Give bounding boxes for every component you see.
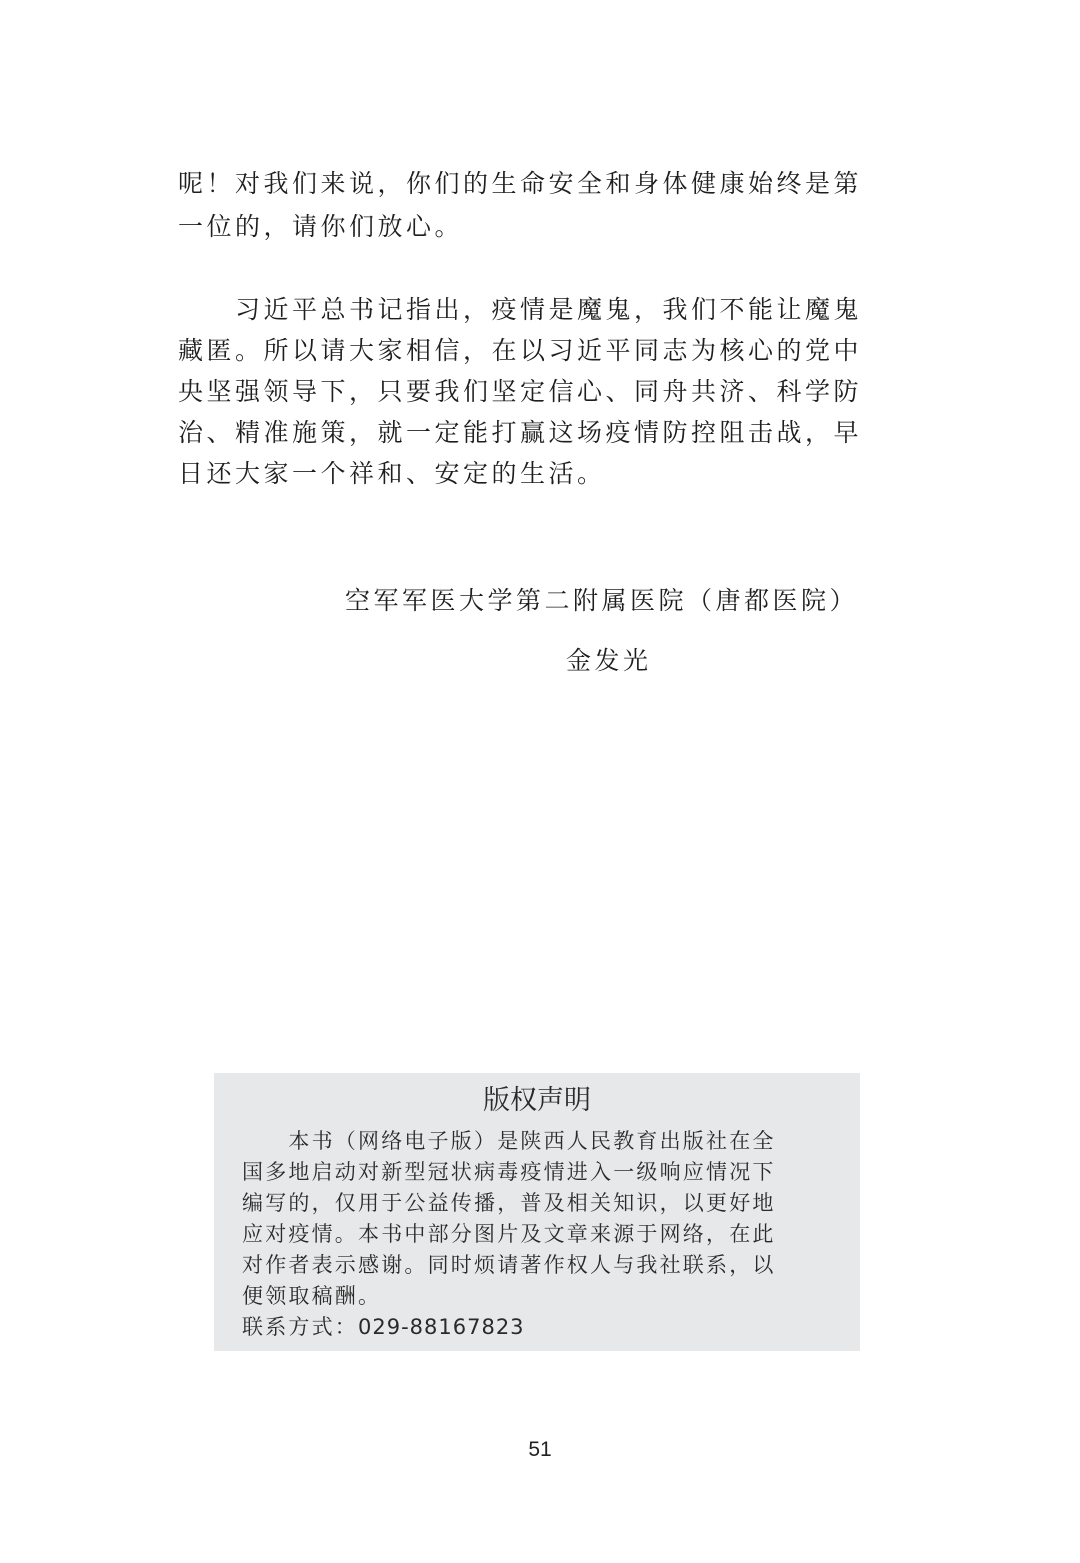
copyright-line-3: 编写的，仅用于公益传播，普及相关知识，以更好地 <box>242 1191 776 1215</box>
paragraph-2-line-5: 日还大家一个祥和、安定的生活。 <box>178 459 606 488</box>
contact-label: 联系方式： <box>242 1315 358 1339</box>
paragraph-1-line-2: 一位的，请你们放心。 <box>178 212 464 241</box>
copyright-notice-box <box>214 1073 860 1351</box>
copyright-title: 版权声明 <box>483 1085 591 1116</box>
page-number: 51 <box>528 1438 552 1461</box>
copyright-line-5: 对作者表示感谢。同时烦请著作权人与我社联系，以 <box>242 1253 776 1277</box>
paragraph-2-line-2: 藏匿。所以请大家相信，在以习近平同志为核心的党中 <box>178 336 863 365</box>
paragraph-2-line-4: 治、精准施策，就一定能打赢这场疫情防控阻击战，早 <box>178 418 863 447</box>
copyright-contact <box>242 1312 842 1342</box>
copyright-line-6: 便领取稿酬。 <box>242 1284 382 1308</box>
copyright-line-4: 应对疫情。本书中部分图片及文章来源于网络，在此 <box>242 1222 776 1246</box>
copyright-line-2: 国多地启动对新型冠状病毒疫情进入一级响应情况下 <box>242 1160 776 1184</box>
paragraph-2-line-3: 央坚强领导下，只要我们坚定信心、同舟共济、科学防 <box>178 377 863 406</box>
contact-phone: 029-88167823 <box>358 1315 525 1339</box>
paragraph-2-line-1: 习近平总书记指出，疫情是魔鬼，我们不能让魔鬼 <box>178 295 863 324</box>
paragraph-1-line-1: 呢！对我们来说，你们的生命安全和身体健康始终是第 <box>178 169 863 198</box>
signature-institution: 空军军医大学第二附属医院（唐都医院） <box>345 586 859 615</box>
copyright-line-1: 本书（网络电子版）是陕西人民教育出版社在全 <box>242 1129 776 1153</box>
signature-author: 金发光 <box>566 646 652 675</box>
